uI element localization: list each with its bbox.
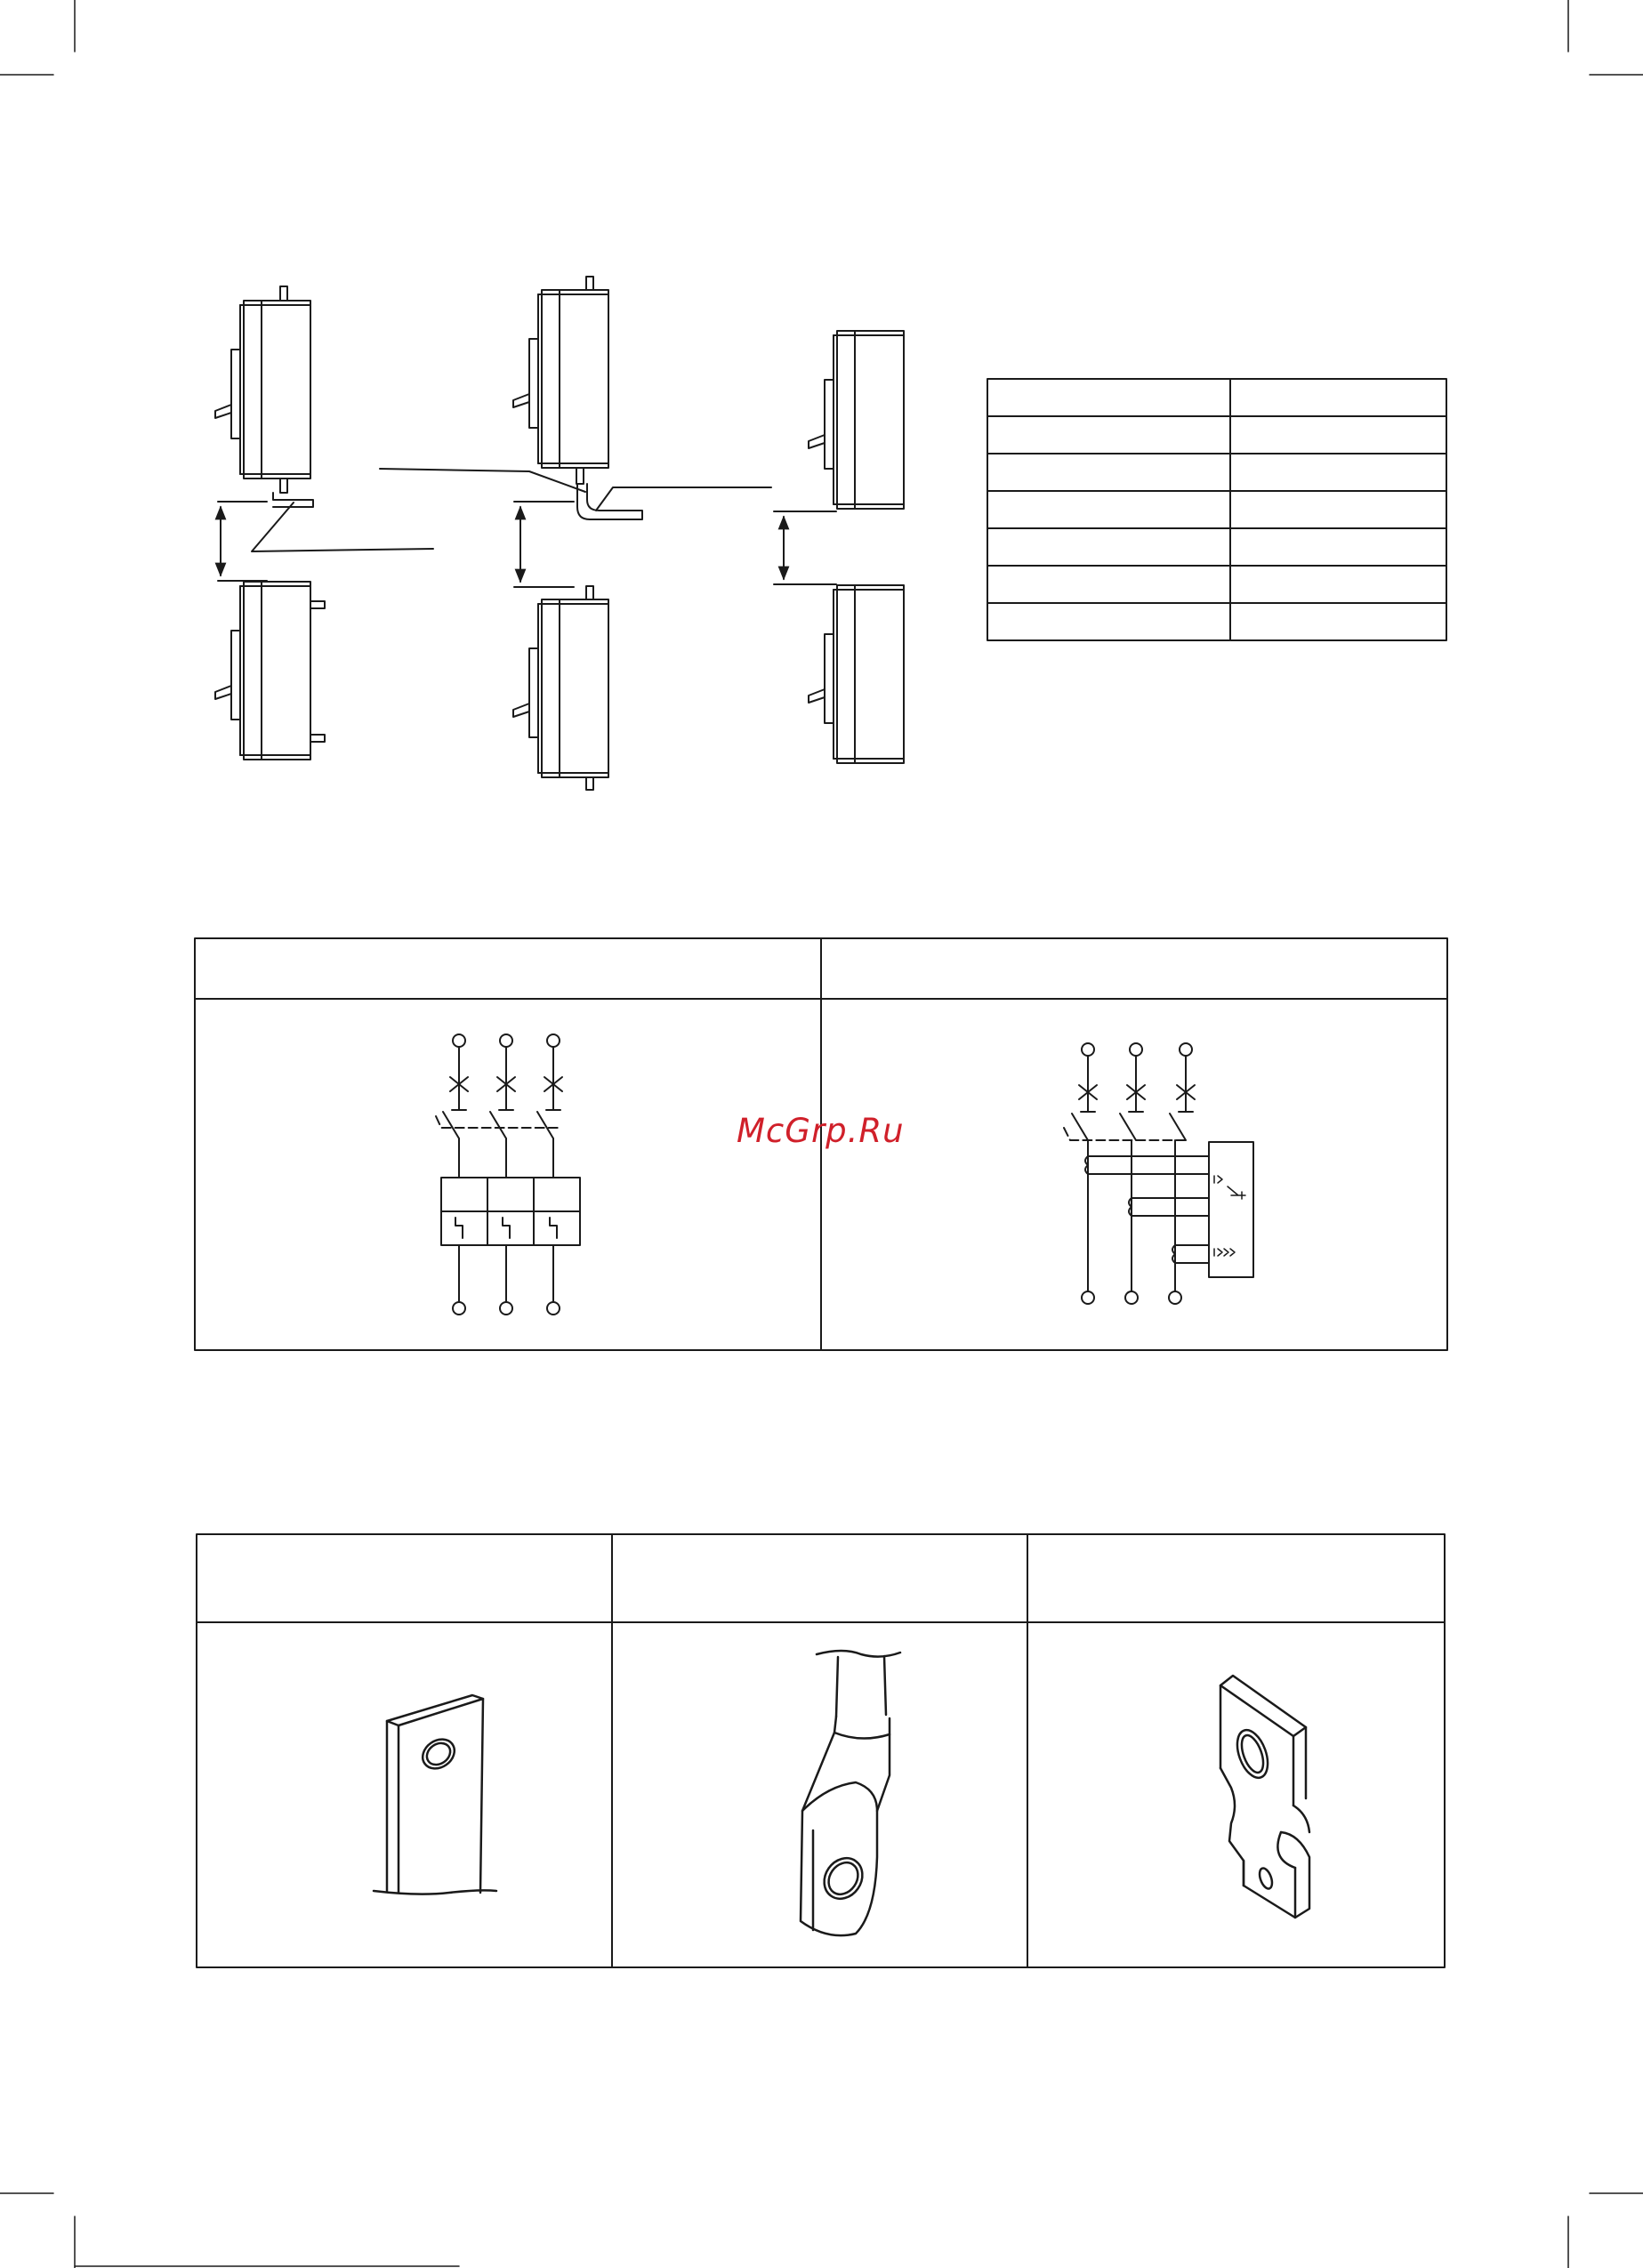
- pole-2: [490, 1034, 515, 1315]
- watermark-text: McGrp.Ru: [737, 1112, 905, 1150]
- schematic-thermal-magnetic: [436, 1034, 580, 1315]
- pole-3: [537, 1034, 562, 1315]
- pole-1: [443, 1034, 468, 1315]
- breaker-pair-bottom-connection: [215, 286, 433, 760]
- cable-lug-terminal: [801, 1651, 900, 1935]
- spacing-table: [987, 379, 1446, 640]
- breaker-pair-top-connection: [380, 277, 771, 790]
- breaker-pair-no-connection: [774, 331, 904, 763]
- flat-bar-terminal: [374, 1695, 496, 1894]
- schematic-electronic: [1064, 1043, 1253, 1304]
- terminal-table: [197, 1534, 1445, 1967]
- shaped-connector-terminal: [1220, 1676, 1309, 1918]
